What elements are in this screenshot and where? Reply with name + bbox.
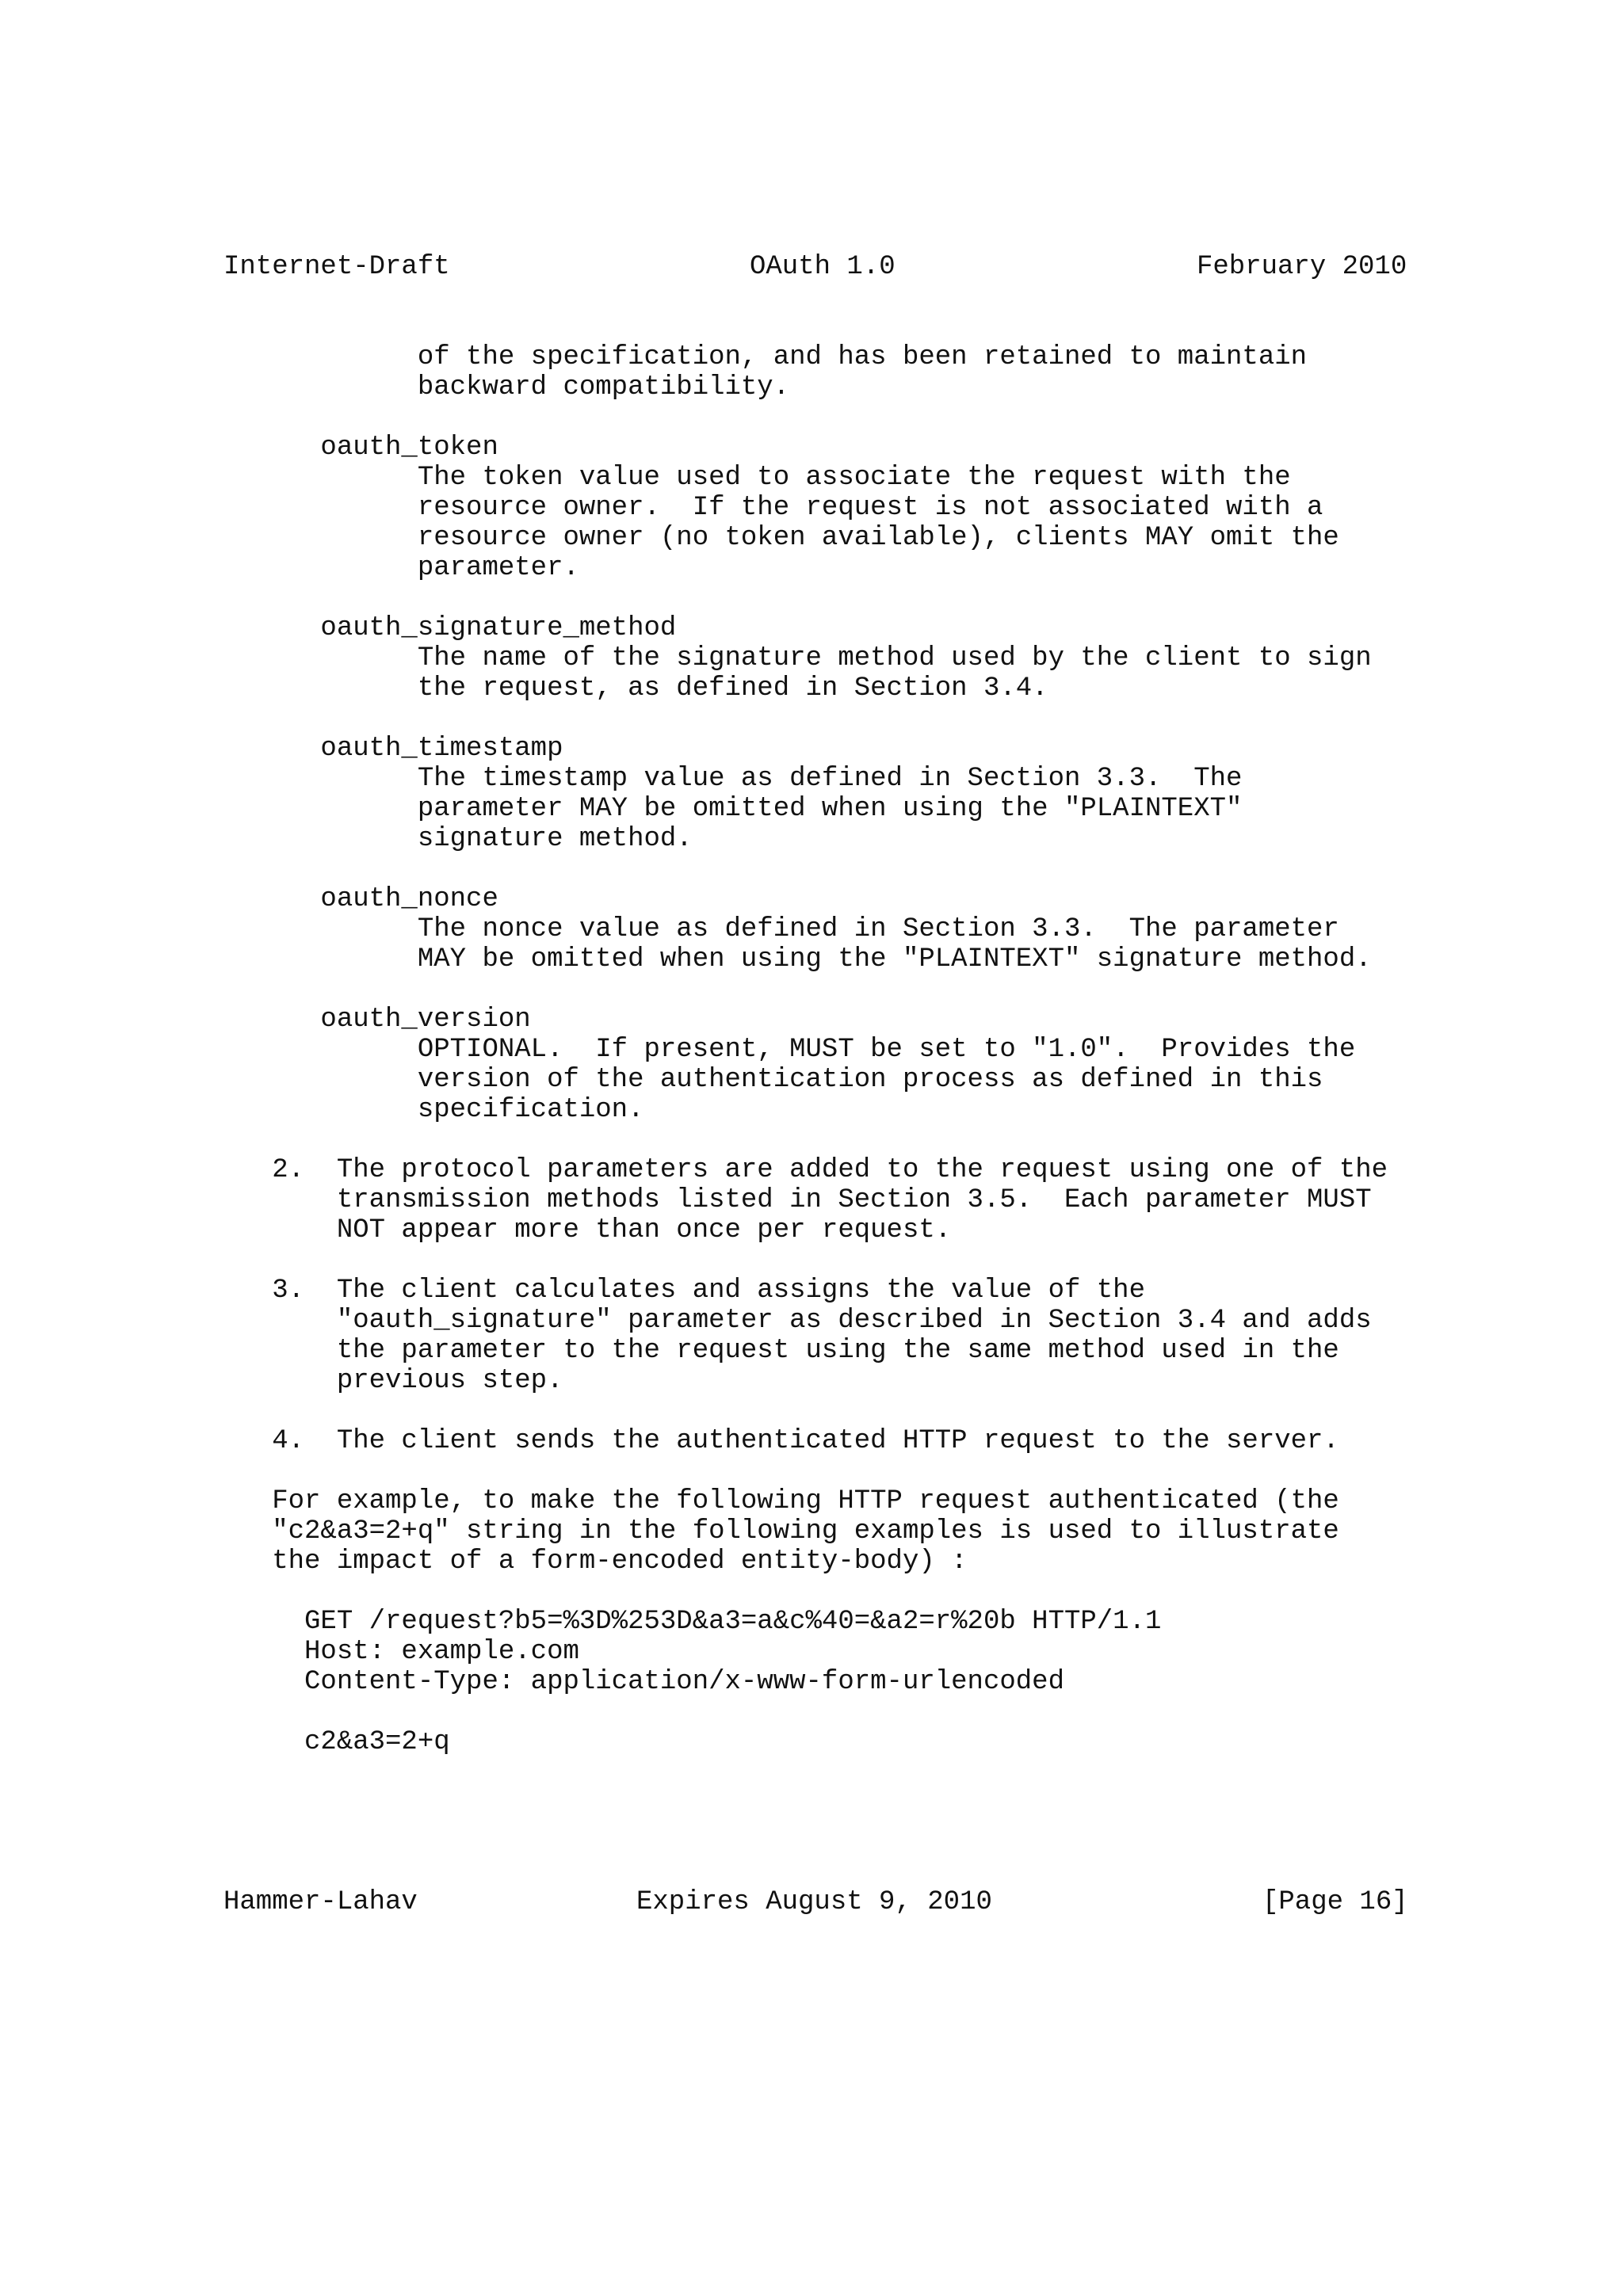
- body-line: GET /request?b5=%3D%253D&a3=a&c%40=&a2=r%20b HTTP/1.1: [223, 1607, 1162, 1637]
- body-line: c2&a3=2+q: [223, 1727, 450, 1757]
- body-line: oauth_timestamp: [223, 734, 563, 764]
- body-line: oauth_signature_method: [223, 613, 677, 643]
- body-line: For example, to make the following HTTP request authenticated (the: [223, 1486, 1339, 1516]
- body-line: of the specification, and has been retained to maintain: [223, 342, 1308, 372]
- footer-center: Expires August 9, 2010: [636, 1887, 992, 1917]
- body-line: parameter.: [223, 553, 579, 583]
- body-line: The name of the signature method used by the client to sign: [223, 643, 1372, 673]
- header-right: February 2010: [1197, 252, 1407, 282]
- footer-left: Hammer-Lahav: [223, 1887, 418, 1917]
- body-line: The nonce value as defined in Section 3.3. The parameter: [223, 914, 1339, 944]
- body-line: specification.: [223, 1095, 644, 1125]
- body-line: Host: example.com: [223, 1637, 579, 1667]
- body-line: the impact of a form-encoded entity-body) :: [223, 1547, 968, 1577]
- header-left: Internet-Draft: [223, 252, 450, 282]
- footer-right: [Page 16]: [1262, 1887, 1408, 1917]
- body-line: The timestamp value as defined in Section 3.3. The: [223, 764, 1243, 794]
- body-line: the request, as defined in Section 3.4.: [223, 673, 1048, 704]
- header-center: OAuth 1.0: [750, 252, 896, 282]
- body-line: signature method.: [223, 824, 693, 854]
- body-line: the parameter to the request using the same method used in the: [223, 1336, 1339, 1366]
- body-line: 2. The protocol parameters are added to the request using one of the: [223, 1155, 1388, 1185]
- body-line: oauth_version: [223, 1005, 531, 1035]
- body-line: 3. The client calculates and assigns the value of the: [223, 1276, 1145, 1306]
- body-line: oauth_token: [223, 433, 498, 463]
- body-line: The token value used to associate the request with the: [223, 463, 1291, 493]
- body-line: OPTIONAL. If present, MUST be set to "1.0". Provides the: [223, 1035, 1356, 1065]
- body-line: backward compatibility.: [223, 372, 790, 402]
- body-line: 4. The client sends the authenticated HTTP request to the server.: [223, 1426, 1339, 1456]
- body-line: version of the authentication process as defined in this: [223, 1065, 1323, 1095]
- body-line: MAY be omitted when using the "PLAINTEXT" signature method.: [223, 944, 1372, 974]
- body-line: previous step.: [223, 1366, 563, 1396]
- body-line: Content-Type: application/x-www-form-urlencoded: [223, 1667, 1064, 1697]
- body-line: NOT appear more than once per request.: [223, 1215, 952, 1245]
- body-line: resource owner. If the request is not associated with a: [223, 493, 1323, 523]
- body-line: transmission methods listed in Section 3.5. Each parameter MUST: [223, 1185, 1372, 1215]
- body-line: parameter MAY be omitted when using the "PLAINTEXT": [223, 794, 1243, 824]
- body-line: "oauth_signature" parameter as described in Section 3.4 and adds: [223, 1306, 1372, 1336]
- body-line: "c2&a3=2+q" string in the following examples is used to illustrate: [223, 1516, 1339, 1547]
- body-line: resource owner (no token available), clients MAY omit the: [223, 523, 1339, 553]
- body-line: oauth_nonce: [223, 884, 498, 914]
